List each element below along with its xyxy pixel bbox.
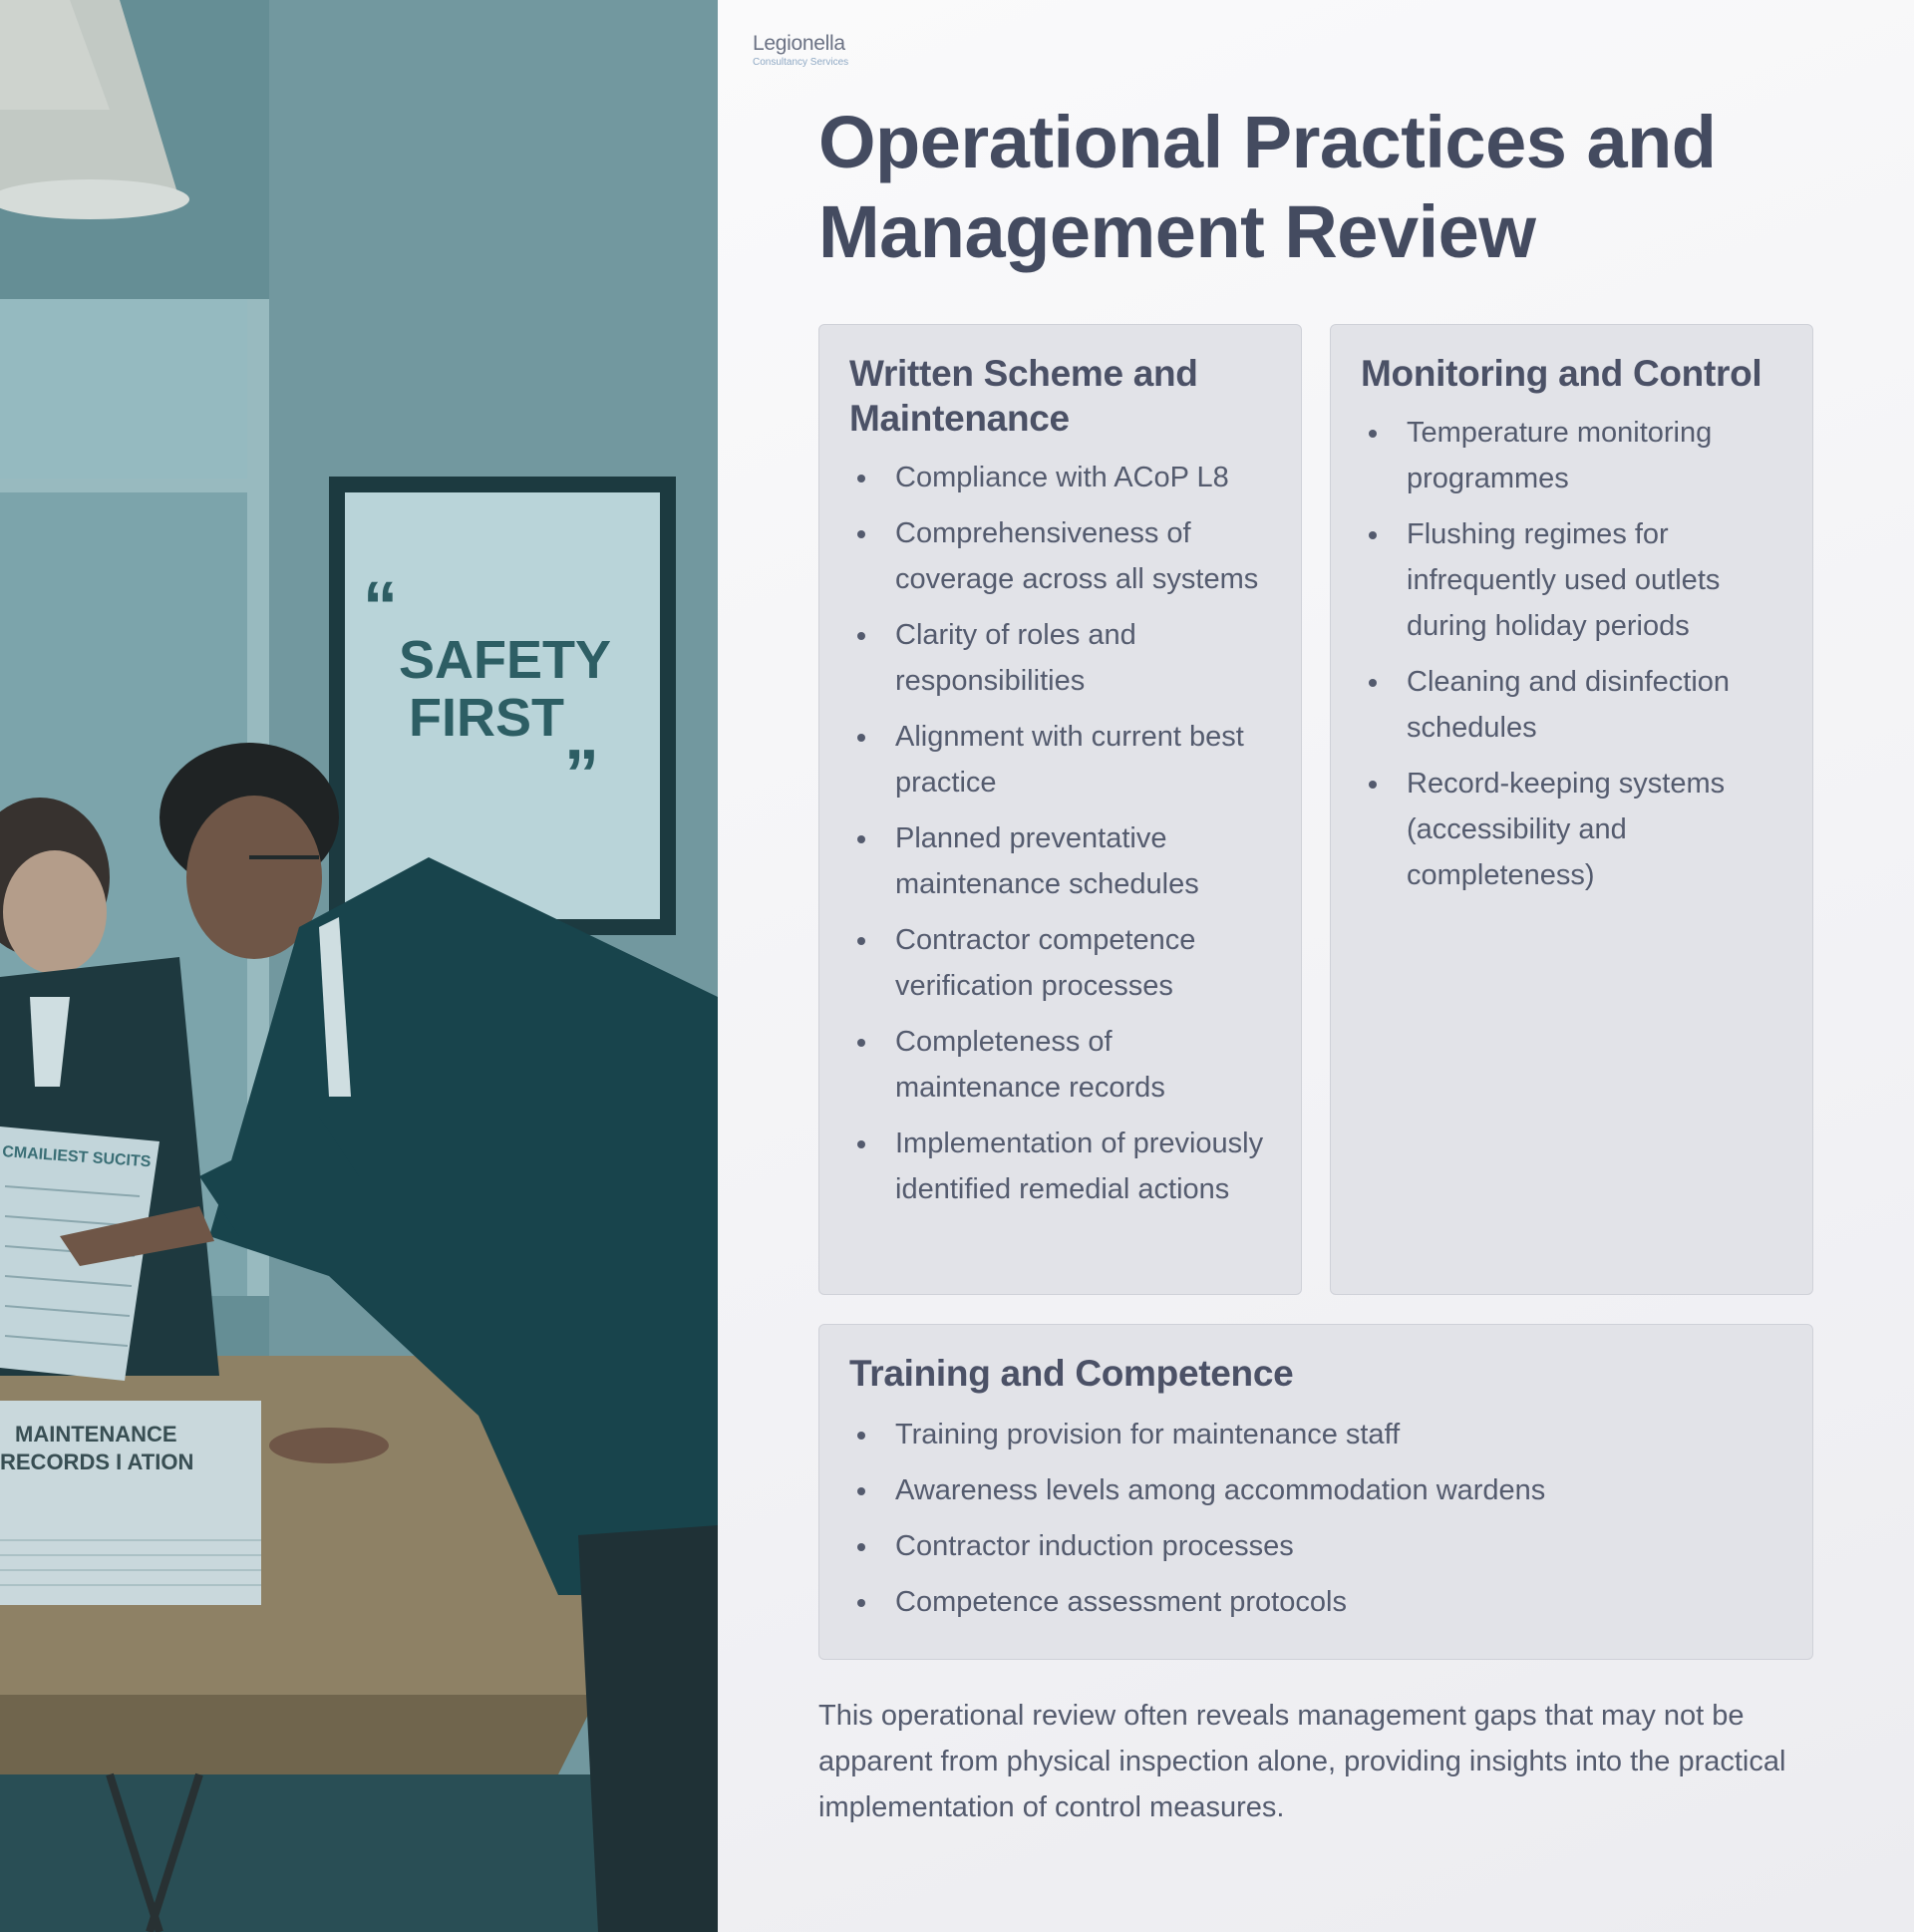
bullet-icon (857, 1487, 865, 1495)
list-item (1361, 511, 1782, 649)
bullet-icon (857, 1039, 865, 1047)
content-panel (718, 0, 1914, 1932)
list-item-text: Contractor competence verification processes (895, 924, 1196, 1002)
list-item-text: Alignment with current best practice (895, 721, 1244, 799)
svg-text:CMAILIEST SUCITS: CMAILIEST SUCITS (1, 1143, 152, 1171)
list-item-text: Cleaning and disinfection schedules (1407, 666, 1731, 744)
bullet-list (849, 455, 1271, 1212)
bullet-icon (857, 1599, 865, 1607)
bullet-icon (1369, 679, 1377, 687)
list-item-text: Clarity of roles and responsibilities (895, 619, 1136, 697)
card-monitoring-control (1330, 324, 1813, 1295)
bullet-list (849, 1412, 1782, 1625)
list-item-text: Planned preventative maintenance schedules (895, 822, 1199, 900)
bullet-icon (857, 1432, 865, 1440)
card-heading: Written Scheme and Maintenance (849, 353, 1198, 439)
poster-first: FIRST (409, 688, 564, 748)
list-item-text: Training provision for maintenance staff (895, 1419, 1401, 1450)
list-item-text: Competence assessment protocols (895, 1586, 1347, 1618)
card-heading: Monitoring and Control (1361, 353, 1762, 394)
folder-line-1: MAINTENANCE (15, 1422, 177, 1447)
list-item (849, 510, 1271, 602)
list-item (849, 1019, 1271, 1111)
list-item-text: Completeness of maintenance records (895, 1026, 1165, 1104)
list-item-text: Awareness levels among accommodation wardens (895, 1474, 1546, 1506)
summary-paragraph: This operational review often reveals management gaps that may not be apparent from physical inspection alone, providing insights into the practical implementation of control measures. (818, 1700, 1786, 1823)
list-item-text: Compliance with ACoP L8 (895, 462, 1229, 493)
list-item-text: Comprehensiveness of coverage across all systems (895, 517, 1259, 595)
list-item (849, 815, 1271, 907)
bullet-icon (857, 632, 865, 640)
folder-line-2: RECORDS I ATION (0, 1449, 194, 1474)
bullet-icon (857, 530, 865, 538)
list-item (1361, 410, 1782, 501)
bullet-icon (1369, 531, 1377, 539)
bullet-icon (857, 734, 865, 742)
page-title: Operational Practices and Management Review (818, 101, 1717, 273)
bullet-icon (857, 475, 865, 483)
svg-text:”: ” (564, 735, 599, 812)
bullet-list (1361, 410, 1782, 898)
card-training-competence (818, 1324, 1813, 1660)
list-item (849, 1121, 1271, 1212)
list-item-text: Implementation of previously identified remedial actions (895, 1127, 1264, 1205)
logo-name: Legionella (753, 32, 845, 55)
company-logo (753, 32, 848, 68)
logo-subtitle: Consultancy Services (753, 57, 849, 68)
bullet-icon (1369, 781, 1377, 789)
list-item (849, 455, 1271, 500)
poster-safety: SAFETY (399, 630, 612, 690)
list-item (849, 1412, 1782, 1457)
bullet-icon (857, 1140, 865, 1148)
card-heading: Training and Competence (849, 1353, 1294, 1394)
meeting-illustration (0, 0, 718, 1932)
list-item (849, 714, 1271, 805)
list-item (849, 917, 1271, 1009)
svg-text:“: “ (363, 567, 398, 645)
list-item (849, 1579, 1782, 1625)
list-item-text: Flushing regimes for infrequently used outlets during holiday periods (1407, 518, 1721, 642)
list-item-text: Temperature monitoring programmes (1407, 417, 1713, 494)
list-item (849, 1467, 1782, 1513)
list-item-text: Record-keeping systems (accessibility and completeness) (1407, 768, 1726, 891)
bullet-icon (857, 1543, 865, 1551)
bullet-icon (1369, 430, 1377, 438)
bullet-icon (857, 835, 865, 843)
list-item (1361, 761, 1782, 898)
list-item (849, 612, 1271, 704)
bullet-icon (857, 937, 865, 945)
list-item-text: Contractor induction processes (895, 1530, 1294, 1562)
list-item (1361, 659, 1782, 751)
meeting-photo (0, 0, 718, 1932)
card-written-scheme (818, 324, 1302, 1295)
list-item (849, 1523, 1782, 1569)
